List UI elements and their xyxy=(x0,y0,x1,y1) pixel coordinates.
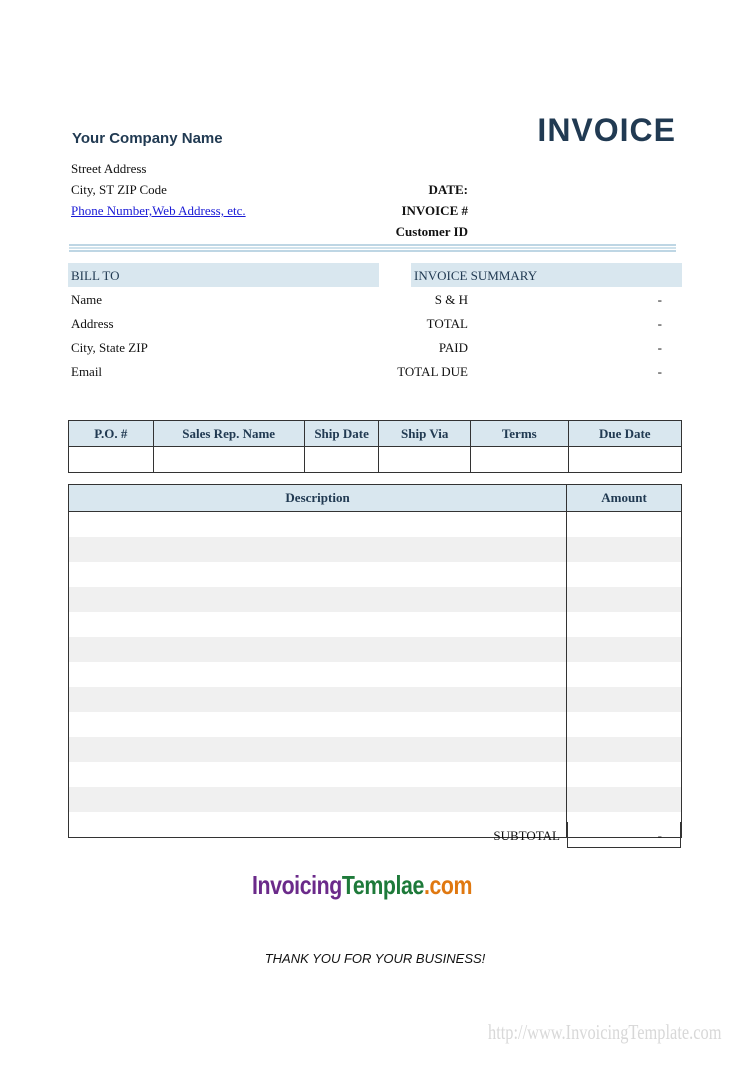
amount-cell[interactable] xyxy=(567,587,682,612)
sales-rep-header: Sales Rep. Name xyxy=(153,421,304,447)
po-cell[interactable] xyxy=(69,447,154,473)
amount-cell[interactable] xyxy=(567,687,682,712)
terms-cell[interactable] xyxy=(470,447,568,473)
bill-to-email: Email xyxy=(71,364,103,379)
summary-label-paid: PAID xyxy=(438,340,468,355)
description-cell[interactable] xyxy=(69,762,567,787)
po-header: P.O. # xyxy=(69,421,154,447)
description-cell[interactable] xyxy=(69,537,567,562)
company-name: Your Company Name xyxy=(72,130,223,147)
ship-date-header: Ship Date xyxy=(304,421,379,447)
summary-value-paid: - xyxy=(657,340,662,355)
header-divider xyxy=(69,244,676,252)
ship-date-cell[interactable] xyxy=(304,447,379,473)
bill-to-name: Name xyxy=(71,292,103,307)
ship-via-cell[interactable] xyxy=(379,447,471,473)
summary-label-total-due: TOTAL DUE xyxy=(397,364,468,379)
amount-cell[interactable] xyxy=(567,712,682,737)
due-date-header: Due Date xyxy=(568,421,681,447)
description-cell[interactable] xyxy=(69,712,567,737)
summary-value-sh: - xyxy=(657,292,662,307)
invoice-title: INVOICE xyxy=(537,112,676,148)
summary-label-sh: S & H xyxy=(434,292,468,307)
description-cell[interactable] xyxy=(69,612,567,637)
bill-to-city: City, State ZIP xyxy=(71,340,148,355)
description-cell[interactable] xyxy=(69,562,567,587)
description-cell[interactable] xyxy=(69,662,567,687)
bill-to-heading: BILL TO xyxy=(68,263,379,287)
invoicing-template-logo xyxy=(252,870,472,901)
order-info-table xyxy=(68,420,682,473)
amount-cell[interactable] xyxy=(567,637,682,662)
description-cell[interactable] xyxy=(69,687,567,712)
amount-cell[interactable] xyxy=(567,662,682,687)
description-cell[interactable] xyxy=(69,512,567,538)
watermark: http://www.InvoicingTemplate.com xyxy=(488,1020,722,1044)
amount-cell[interactable] xyxy=(567,537,682,562)
amount-cell[interactable] xyxy=(567,762,682,787)
logo-part-3: .com xyxy=(423,870,473,900)
description-header: Description xyxy=(69,485,567,512)
ship-via-header: Ship Via xyxy=(379,421,471,447)
amount-cell[interactable] xyxy=(567,737,682,762)
amount-cell[interactable] xyxy=(567,612,682,637)
amount-cell[interactable] xyxy=(567,512,682,538)
description-cell[interactable] xyxy=(69,737,567,762)
due-date-cell[interactable] xyxy=(568,447,681,473)
city-zip: City, ST ZIP Code xyxy=(71,182,167,197)
date-label: DATE: xyxy=(428,182,468,197)
amount-cell[interactable] xyxy=(567,787,682,812)
summary-value-total: - xyxy=(657,316,662,331)
street-address: Street Address xyxy=(71,161,147,176)
logo-part-1: Invoicing xyxy=(252,870,342,900)
description-cell[interactable] xyxy=(69,637,567,662)
sales-rep-cell[interactable] xyxy=(153,447,304,473)
amount-header: Amount xyxy=(567,485,682,512)
description-cell[interactable] xyxy=(69,787,567,812)
invoice-summary-heading: INVOICE SUMMARY xyxy=(411,263,682,287)
amount-cell[interactable] xyxy=(567,562,682,587)
subtotal-value: - xyxy=(657,828,662,843)
logo-part-2: Templae xyxy=(341,870,424,900)
contact-link[interactable]: Phone Number,Web Address, etc. xyxy=(71,203,246,218)
thank-you-message: THANK YOU FOR YOUR BUSINESS! xyxy=(264,951,486,966)
subtotal-label: SUBTOTAL xyxy=(493,828,560,843)
summary-label-total: TOTAL xyxy=(426,316,468,331)
line-items-table xyxy=(68,484,682,838)
terms-header: Terms xyxy=(470,421,568,447)
invoice-number-label: INVOICE # xyxy=(401,203,468,218)
description-cell[interactable] xyxy=(69,587,567,612)
summary-value-total-due: - xyxy=(657,364,662,379)
bill-to-address: Address xyxy=(71,316,114,331)
customer-id-label: Customer ID xyxy=(395,224,468,239)
